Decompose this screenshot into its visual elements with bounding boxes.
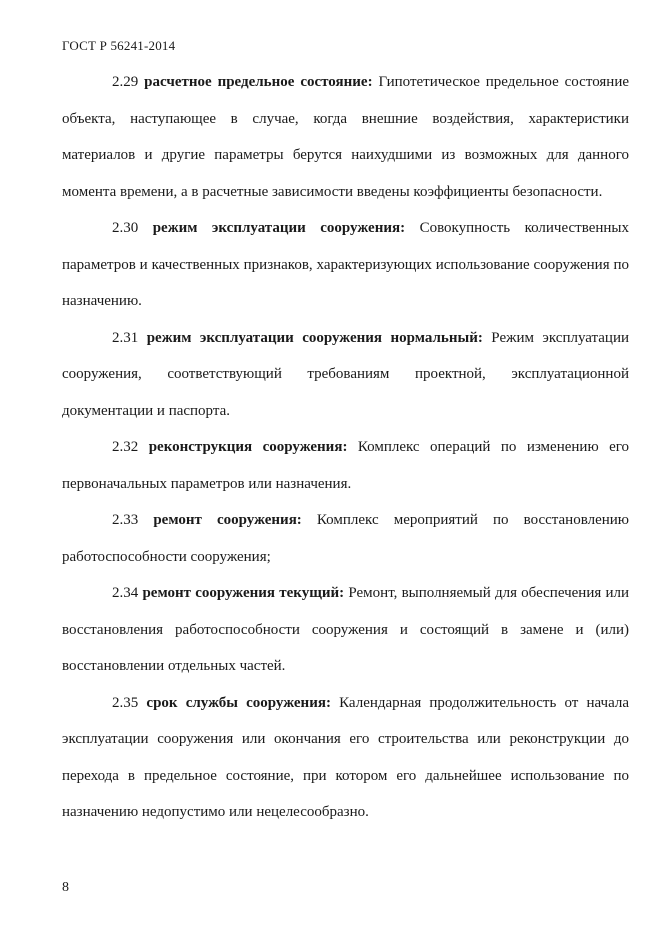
clause-number: 2.33 [112,512,139,528]
document-header: ГОСТ Р 56241-2014 [62,38,176,53]
page-number: 8 [62,880,69,895]
definition-2-31 [62,320,629,430]
defined-term: режим эксплуатации сооружения нормальный: [146,329,483,346]
defined-term: ремонт сооружения текущий: [142,585,345,601]
clause-number: 2.32 [112,439,139,455]
definition-2-32 [62,429,629,502]
clause-number: 2.34 [112,585,139,601]
clause-number: 2.30 [112,220,139,236]
clause-number: 2.35 [112,694,139,711]
definition-text: Комплекс операций по изменению его первоначальных параметров или назначения. [62,439,630,492]
defined-term: реконструкция сооружения: [148,439,348,455]
definition-text: Режим эксплуатации сооружения, соответствующий требованиям проектной, эксплуатационной документации и паспорта. [62,329,630,419]
definition-2-34 [62,575,629,685]
clause-number: 2.29 [112,74,139,90]
document-body [62,64,629,831]
definition-2-30 [62,210,629,320]
definition-2-29 [62,64,629,210]
definition-text: Комплекс мероприятий по восстановлению работоспособности сооружения; [62,512,630,565]
defined-term: срок службы сооружения: [146,694,331,711]
clause-number: 2.31 [112,329,139,346]
definition-text: Календарная продолжительность от начала эксплуатации сооружения или окончания его строительства или реконструкции до перехода в предельное состояние, при котором его дальнейшее использование по назначению недопустимо или нецелесообразно. [62,694,630,820]
definition-2-35 [62,685,629,831]
definition-text: Ремонт, выполняемый для обеспечения или восстановления работоспособности сооружения и состоящий в замене и (или) восстановлении отдельных частей. [62,585,630,674]
defined-term: режим эксплуатации сооружения: [152,220,406,236]
defined-term: расчетное предельное состояние: [144,74,373,90]
definition-text: Совокупность количественных параметров и качественных признаков, характеризующих использование сооружения по назначению. [62,220,629,309]
definition-text: Гипотетическое предельное состояние объекта, наступающее в случае, когда внешние воздействия, характеристики материалов и другие параметры берутся наихудшими из возможных для данного момента времени, а в расчетные зависимости введены коэффициенты безопасности. [62,74,630,200]
defined-term: ремонт сооружения: [153,512,302,528]
definition-2-33 [62,502,629,575]
